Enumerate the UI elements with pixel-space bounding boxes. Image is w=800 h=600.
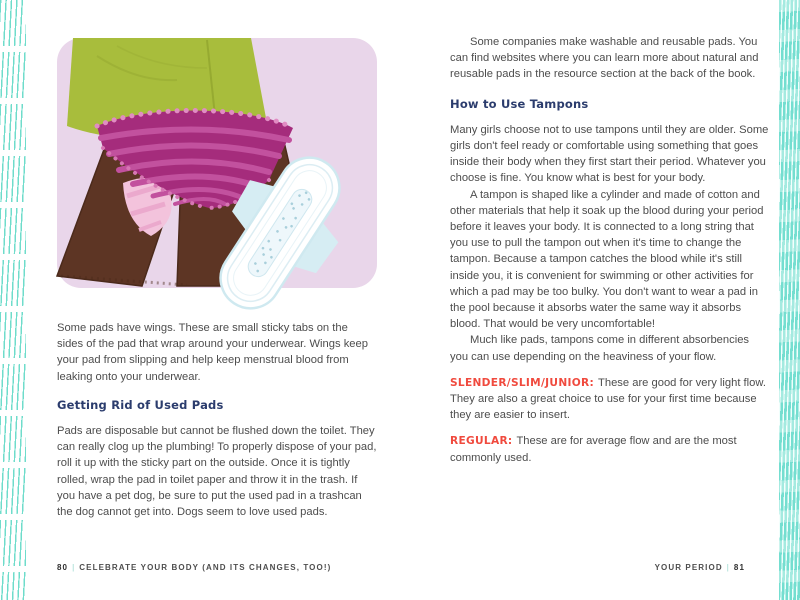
right-footer-separator: | xyxy=(726,563,730,572)
pad-wings-caption: Some pads have wings. These are small sticky tabs on the sides of the pad that wrap around your underwear. Wings keep your pad from slipping and help keep menstrual blood from leaking onto your underwear. xyxy=(57,322,368,383)
left-footer-separator: | xyxy=(72,563,76,572)
right-page-number: 81 xyxy=(733,563,745,572)
chapter-title: YOUR PERIOD xyxy=(654,563,723,572)
tampon-type-regular xyxy=(450,433,770,465)
book-title: CELEBRATE YOUR BODY (AND ITS CHANGES, TOO!) xyxy=(79,563,332,572)
right-page-column xyxy=(450,34,770,466)
tampon-description-paragraph: A tampon is shaped like a cylinder and made of cotton and other materials that help it soak up the blood during your period before it leaves your body. It is connected to a long string that you use to pull the tampon out when it's time to change the tampon. Because a tampon catches the blood while it's still inside you, it is convenient for swimming or other activities for which a pad may be too bulky. You don't want to wear a pad in the pool because it absorbs water the same way it absorbs blood. That would be very uncomfortable! xyxy=(450,188,764,331)
pad-underwear-illustration-svg xyxy=(55,36,400,336)
reusable-pads-paragraph: Some companies make washable and reusable pads. You can find websites where you can learn more about natural and reusable pads in the resource section at the back of the book. xyxy=(450,36,759,81)
heading-getting-rid-of-used-pads: Getting Rid of Used Pads xyxy=(57,397,224,412)
right-page-footer xyxy=(655,563,745,572)
right-decorative-border xyxy=(779,0,800,600)
tampon-type-slender xyxy=(450,375,770,424)
left-page-number: 80 xyxy=(57,563,69,572)
tampon-type-regular-label: REGULAR: xyxy=(450,435,513,448)
tampons-intro-paragraph: Many girls choose not to use tampons until they are older. Some girls don't feel ready or comfortable using something that goes inside their body when they first start their period. Whatever you choose is fine. You know what is best for your body. xyxy=(450,123,769,185)
pad-underwear-illustration xyxy=(55,36,400,336)
tampon-type-slender-text: These are good for very light flow. They are also a great choice to use for your first time because they are easier to insert. xyxy=(450,376,766,422)
heading-how-to-use-tampons: How to Use Tampons xyxy=(450,96,589,111)
left-page-column xyxy=(57,320,377,520)
tampon-absorbency-paragraph: Much like pads, tampons come in different absorbencies you can use depending on the heaviness of your flow. xyxy=(450,334,750,363)
left-decorative-border xyxy=(0,0,26,600)
tampon-type-regular-text: These are for average flow and are the most commonly used. xyxy=(450,435,737,464)
used-pads-paragraph: Pads are disposable but cannot be flushed down the toilet. They can really clog up the plumbing! To properly dispose of your pad, roll it up with the sticky part on the outside. Once it is tightly rolled, wrap the pad in toilet paper and throw it in the trash. If you have a pet dog, be sure to put the used pad in a trashcan the dog cannot get into. Dogs seem to love used pads. xyxy=(57,425,377,519)
tampon-type-slender-label: SLENDER/SLIM/JUNIOR: xyxy=(450,376,595,389)
left-page-footer xyxy=(57,563,331,572)
